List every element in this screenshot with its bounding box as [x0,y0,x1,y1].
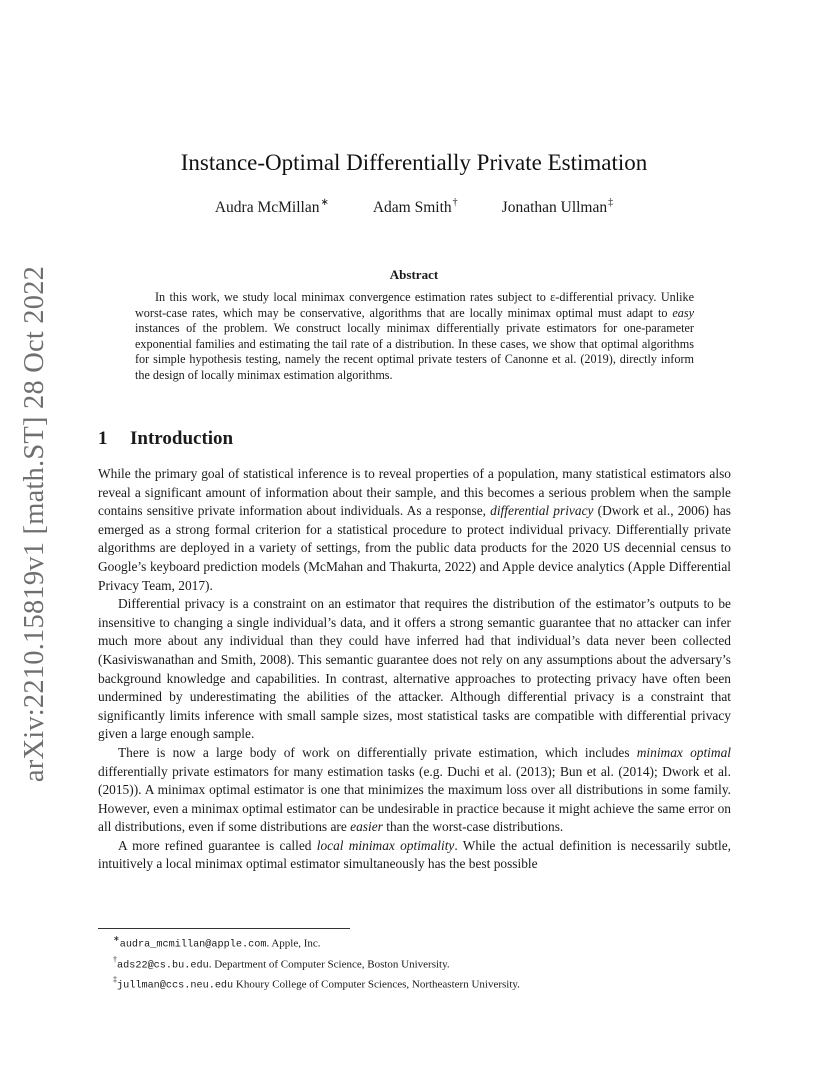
author-name: Jonathan Ullman [501,199,608,217]
author-name: Adam Smith [372,199,452,217]
footnotes [113,932,731,994]
emphasis: local minimax optimality [316,837,455,853]
abstract-heading: Abstract [389,267,439,282]
affiliation-mark: ‡ [608,197,614,208]
section-title: Introduction [130,428,234,449]
paragraph: There is now a large body of work on differentially private estimation, which includes minimax optimal differentially private estimators for many estimation tasks (e.g. Duchi et al. (2013); Bun et al. (2014); Dwork et al. (2015)). A minimax optimal estimator is one that minimizes the maximum loss over all distributions in some family. However, even a minimax optimal estimator can be undesirable in practice because it might achieve the same error on all distributions, even if some distributions are easier than the worst-case distributions. [98,744,731,835]
author-list [0,198,828,217]
paragraph: A more refined guarantee is called local minimax optimality. While the actual definition is necessarily subtle, intuitively a local minimax optimal estimator simultaneously has the best possible [98,837,732,872]
footnote: †ads22@cs.bu.edu. Department of Computer Science, Boston University. [113,954,450,972]
emphasis: minimax optimal [636,744,731,760]
author [373,198,458,217]
paragraph: Differential privacy is a constraint on an estimator that requires the distribution of the estimator’s outputs to be insensitive to changing a single individual’s data, and it offers a strong semantic guarantee that no attacker can infer much more about any individual than they could have inferred had that individual’s data never been collected (Kasiviswanathan and Smith, 2008). This semantic guarantee does not rely on any assumptions about the adversary’s background knowledge and capabilities. In contrast, alternative approaches to protecting privacy have often been undermined by underestimating the abilities of the attacker. Although differential privacy is a constraint that significantly limits inference with small sample sizes, most statistical tasks are compatible with differential privacy given a large enough sample. [98,596,731,742]
footnote-email: jullman@ccs.neu.edu [117,980,234,992]
abstract-text: In this work, we study local minimax convergence estimation rates subject to ε-differential privacy. Unlike worst-case rates, which may be conservative, algorithms that are locally minimax optimal must adapt to easy instances of the problem. We construct locally minimax differentially private estimators for one-parameter exponential families and estimating the tail rate of a distribution. In these cases, we show that optimal algorithms for simple hypothesis testing, namely the recent optimal private testers of Canonne et al. (2019), directly inform the design of locally minimax estimation algorithms. [135,290,694,382]
footnote: ∗audra_mcmillan@apple.com. Apple, Inc. [113,934,321,951]
body-text [98,465,731,874]
emphasis: easier [350,819,383,835]
paper-title: Instance-Optimal Differentially Private Estimation [180,150,648,175]
emphasis: easy [672,305,694,320]
arxiv-stamp-text: arXiv:2210.15819v1 [math.ST] 28 Oct 2022 [19,265,50,783]
footnote-email: audra_mcmillan@apple.com [119,939,267,951]
affiliation-mark: ∗ [320,197,329,208]
footnote-email: ads22@cs.bu.edu [117,960,209,972]
author-name: Audra McMillan [214,199,320,217]
author [215,198,329,217]
affiliation-mark: † [452,197,458,208]
section-number: 1 [98,428,108,449]
section-heading [98,428,233,450]
footnote: ‡jullman@ccs.neu.edu Khoury College of Computer Sciences, Northeastern University. [113,975,520,992]
paragraph: While the primary goal of statistical inference is to reveal properties of a population, many statistical estimators also reveal a significant amount of information about their sample, and this becomes a serious problem when the sample contains sensitive private information about individuals. As a response, differential privacy (Dwork et al., 2006) has emerged as a strong formal criterion for a statistical procedure to protect individual privacy. Differentially private algorithms are deployed in a variety of settings, from the public data products for the 2020 US decennial census to Google’s keyboard prediction models (McMahan and Thakurta, 2022) and Apple device analytics (Apple Differential Privacy Team, 2017). [98,466,731,593]
arxiv-identifier-stamp [16,265,54,783]
author [502,198,613,217]
emphasis: differential privacy [490,503,594,519]
footnote-divider [98,928,350,929]
